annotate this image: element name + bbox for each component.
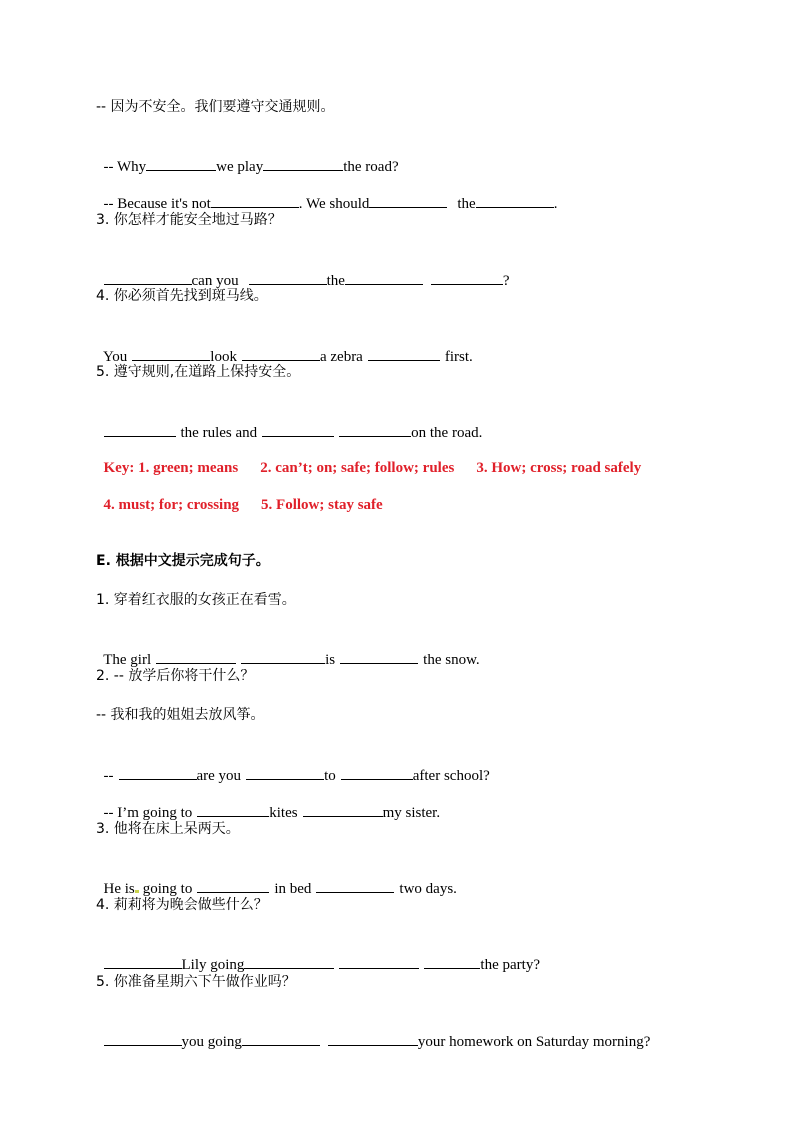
text: we play [216,159,264,175]
text: the rules and [180,425,258,441]
key-item: 2. can’t; on; safe; follow; rules [260,460,455,476]
text: in bed [274,881,312,897]
blank[interactable] [340,648,418,664]
blank[interactable] [339,953,419,969]
blank[interactable] [104,1030,182,1046]
answer-key-line-1 [96,438,641,478]
text: He is [103,881,135,897]
e-q4-chinese: 4. 莉莉将为晚会做些什么？ [96,897,268,913]
text: first. [444,349,473,365]
e-q3-chinese: 3. 他将在床上呆两天。 [96,821,240,837]
blank[interactable] [197,801,269,817]
blank[interactable] [249,269,327,285]
text: on the road. [411,425,483,441]
blank[interactable] [369,192,447,208]
e-q2-english-2 [96,781,440,823]
e-q5-english [96,1010,650,1052]
blank[interactable] [246,764,324,780]
blank[interactable] [476,192,554,208]
text: the [457,196,476,212]
e-q4-english [96,933,540,975]
d-q4-chinese: 4. 你必须首先找到斑马线。 [96,288,268,304]
key-item: 3. How; cross; road safely [476,460,642,476]
text: after school? [412,768,490,784]
text: two days. [399,881,457,897]
text: ? [502,273,510,289]
e-q2-chinese-reply: -- 我和我的姐姐去放风筝。 [96,707,265,723]
text: the road? [343,159,399,175]
e-q1-chinese: 1. 穿着红衣服的女孩正在看雪。 [96,592,296,608]
text: -- Why [103,159,147,175]
section-e-title: E. 根据中文提示完成句子。 [96,553,270,569]
text: can you [191,273,239,289]
blank[interactable] [156,648,236,664]
d-q4-english [96,325,473,367]
text: is [325,652,336,668]
blank[interactable] [242,1030,320,1046]
text: Lily going [181,957,245,973]
text: -- I’m going to [103,805,193,821]
key-item: 4. must; for; crossing [103,497,240,513]
blank[interactable] [316,877,394,893]
e-q5-chinese: 5. 你准备星期六下午做作业吗？ [96,974,296,990]
text: going to [142,881,193,897]
e-q2-english-1 [96,744,490,786]
text: . We should [298,196,370,212]
blank[interactable] [146,155,216,171]
blank[interactable] [104,953,182,969]
text: . [553,196,558,212]
text: look [210,349,237,365]
text: kites [269,805,298,821]
blank[interactable] [244,953,334,969]
answer-key-line-2 [96,475,383,515]
e-q3-english [96,857,457,899]
blank[interactable] [241,648,325,664]
blank[interactable] [104,421,176,437]
blank[interactable] [345,269,423,285]
blank[interactable] [424,953,480,969]
blank[interactable] [341,764,413,780]
d-q5-chinese: 5. 遵守规则,在道路上保持安全。 [96,364,301,380]
d-q5-english [96,401,482,443]
text: -- Because it's not [103,196,211,212]
blank[interactable] [132,345,210,361]
d-q2-english-1 [96,135,399,177]
text: -- [103,768,114,784]
blank[interactable] [328,1030,418,1046]
blank[interactable] [262,421,334,437]
text: your homework on Saturday morning? [417,1034,651,1050]
key-item: Key: 1. green; means [103,460,239,476]
text: a zebra [319,349,363,365]
text: You [102,349,128,365]
d-q3-chinese: 3. 你怎样才能安全地过马路？ [96,212,282,228]
blank[interactable] [303,801,383,817]
blank[interactable] [431,269,503,285]
blank[interactable] [339,421,411,437]
blank[interactable] [119,764,197,780]
text: the party? [480,957,540,973]
highlight-mark [135,890,139,893]
blank[interactable] [104,269,192,285]
e-q2-chinese: 2. -- 放学后你将干什么？ [96,668,255,684]
blank[interactable] [368,345,440,361]
text: my sister. [382,805,441,821]
text: to [324,768,336,784]
text: the [326,273,345,289]
text: are you [196,768,242,784]
blank[interactable] [242,345,320,361]
d-q3-english [96,249,510,291]
key-item: 5. Follow; stay safe [261,497,383,513]
text: you going [181,1034,242,1050]
e-q1-english [96,628,480,670]
blank[interactable] [211,192,299,208]
text: The girl [103,652,152,668]
d-q2-chinese: -- 因为不安全。我们要遵守交通规则。 [96,99,335,115]
blank[interactable] [197,877,269,893]
blank[interactable] [263,155,343,171]
text: the snow. [423,652,480,668]
d-q2-english-2 [96,172,557,214]
